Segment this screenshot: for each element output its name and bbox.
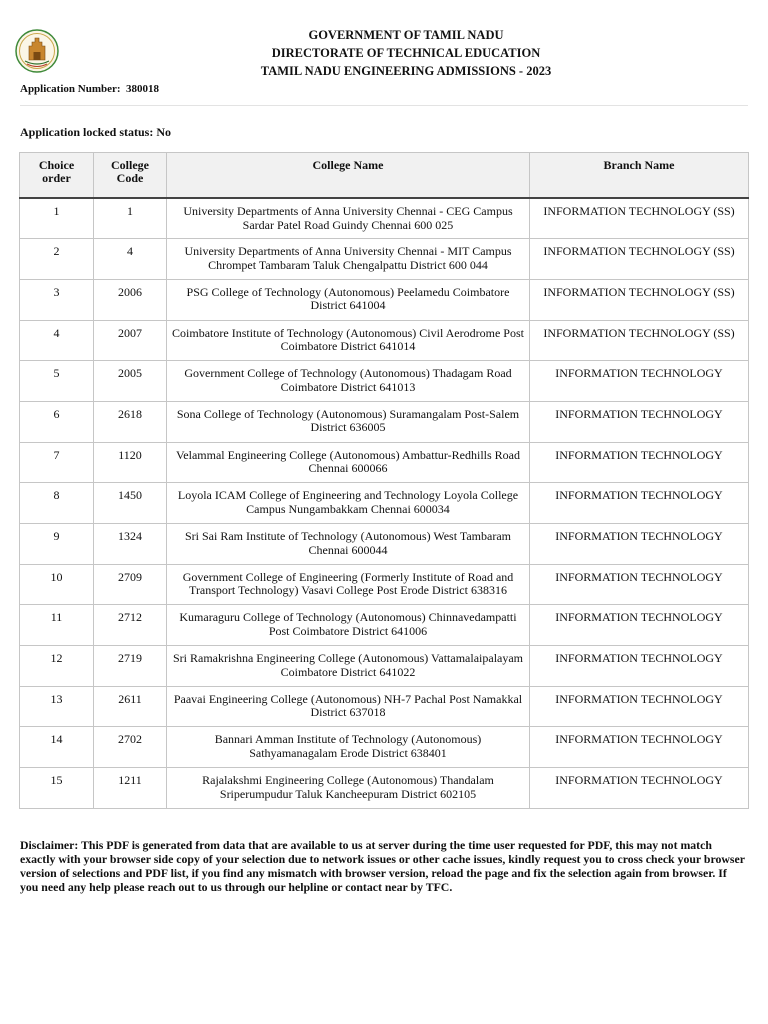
college-code-cell: 1450 — [94, 483, 167, 524]
college-name-cell: University Departments of Anna University Chennai - CEG Campus Sardar Patel Road Guindy Chennai 600 025 — [167, 198, 530, 239]
choices-table — [19, 152, 749, 809]
table-row — [20, 239, 749, 280]
choice-order-cell: 2 — [20, 239, 94, 280]
branch-name-cell: INFORMATION TECHNOLOGY — [530, 646, 749, 687]
branch-name-cell: INFORMATION TECHNOLOGY — [530, 401, 749, 442]
choice-order-cell: 4 — [20, 320, 94, 361]
header-line-admissions: TAMIL NADU ENGINEERING ADMISSIONS - 2023 — [260, 64, 552, 78]
column-header-college-code: College Code — [94, 153, 167, 199]
document-header — [0, 26, 768, 76]
choice-order-cell: 1 — [20, 198, 94, 239]
table-row — [20, 768, 749, 809]
application-number — [20, 83, 159, 95]
table-body — [20, 198, 749, 808]
choice-order-cell: 11 — [20, 605, 94, 646]
choice-order-cell: 12 — [20, 646, 94, 687]
college-code-cell: 2005 — [94, 361, 167, 402]
table-header-row — [20, 153, 749, 199]
table-row — [20, 320, 749, 361]
table-row — [20, 401, 749, 442]
locked-status-value: No — [156, 125, 172, 139]
choice-order-cell: 15 — [20, 768, 94, 809]
college-name-cell: Sri Sai Ram Institute of Technology (Autonomous) West Tambaram Chennai 600044 — [167, 524, 530, 565]
college-name-cell: Paavai Engineering College (Autonomous) NH-7 Pachal Post Namakkal District 637018 — [167, 686, 530, 727]
application-number-value: 380018 — [126, 83, 160, 95]
college-name-cell: Government College of Engineering (Formerly Institute of Road and Transport Technology) Vasavi College Post Erode District 638316 — [167, 564, 530, 605]
choice-order-cell: 8 — [20, 483, 94, 524]
header-line-directorate: DIRECTORATE OF TECHNICAL EDUCATION — [271, 46, 541, 60]
choice-order-cell: 5 — [20, 361, 94, 402]
branch-name-cell: INFORMATION TECHNOLOGY — [530, 442, 749, 483]
college-name-cell: Rajalakshmi Engineering College (Autonomous) Thandalam Sriperumpudur Taluk Kancheepuram District 602105 — [167, 768, 530, 809]
college-code-cell: 2611 — [94, 686, 167, 727]
college-code-cell: 2007 — [94, 320, 167, 361]
college-name-cell: Velammal Engineering College (Autonomous) Ambattur-Redhills Road Chennai 600066 — [167, 442, 530, 483]
college-code-cell: 2618 — [94, 401, 167, 442]
college-name-cell: Sri Ramakrishna Engineering College (Autonomous) Vattamalaipalayam Coimbatore District 641022 — [167, 646, 530, 687]
branch-name-cell: INFORMATION TECHNOLOGY (SS) — [530, 279, 749, 320]
table-row — [20, 686, 749, 727]
branch-name-cell: INFORMATION TECHNOLOGY — [530, 605, 749, 646]
college-name-cell: Government College of Technology (Autonomous) Thadagam Road Coimbatore District 641013 — [167, 361, 530, 402]
table-row — [20, 483, 749, 524]
choice-order-cell: 7 — [20, 442, 94, 483]
table-row — [20, 198, 749, 239]
column-header-choice-order: Choice order — [20, 153, 94, 199]
header-line-government: GOVERNMENT OF TAMIL NADU — [308, 28, 504, 42]
choice-order-cell: 9 — [20, 524, 94, 565]
branch-name-cell: INFORMATION TECHNOLOGY — [530, 727, 749, 768]
college-name-cell: Coimbatore Institute of Technology (Autonomous) Civil Aerodrome Post Coimbatore District 641014 — [167, 320, 530, 361]
table-row — [20, 279, 749, 320]
choice-order-cell: 14 — [20, 727, 94, 768]
application-locked-status — [20, 125, 171, 140]
college-code-cell: 2709 — [94, 564, 167, 605]
branch-name-cell: INFORMATION TECHNOLOGY — [530, 564, 749, 605]
table-row — [20, 646, 749, 687]
college-code-cell: 4 — [94, 239, 167, 280]
college-code-cell: 2702 — [94, 727, 167, 768]
college-code-cell: 1 — [94, 198, 167, 239]
locked-status-label: Application locked status: — [20, 125, 154, 139]
branch-name-cell: INFORMATION TECHNOLOGY — [530, 524, 749, 565]
college-name-cell: Kumaraguru College of Technology (Autonomous) Chinnavedampatti Post Coimbatore District 641006 — [167, 605, 530, 646]
college-name-cell: University Departments of Anna University Chennai - MIT Campus Chrompet Tambaram Taluk Chengalpattu District 600 044 — [167, 239, 530, 280]
header-divider — [20, 105, 748, 106]
branch-name-cell: INFORMATION TECHNOLOGY — [530, 686, 749, 727]
college-code-cell: 2719 — [94, 646, 167, 687]
branch-name-cell: INFORMATION TECHNOLOGY (SS) — [530, 320, 749, 361]
table-row — [20, 564, 749, 605]
branch-name-cell: INFORMATION TECHNOLOGY — [530, 768, 749, 809]
table-row — [20, 442, 749, 483]
college-code-cell: 1120 — [94, 442, 167, 483]
college-name-cell: PSG College of Technology (Autonomous) Peelamedu Coimbatore District 641004 — [167, 279, 530, 320]
choice-order-cell: 13 — [20, 686, 94, 727]
choice-order-cell: 3 — [20, 279, 94, 320]
choice-order-cell: 6 — [20, 401, 94, 442]
application-number-label: Application Number: — [20, 83, 121, 95]
column-header-branch-name: Branch Name — [530, 153, 749, 199]
college-name-cell: Loyola ICAM College of Engineering and Technology Loyola College Campus Nungambakkam Chennai 600034 — [167, 483, 530, 524]
table-row — [20, 524, 749, 565]
branch-name-cell: INFORMATION TECHNOLOGY (SS) — [530, 198, 749, 239]
table-row — [20, 605, 749, 646]
branch-name-cell: INFORMATION TECHNOLOGY — [530, 361, 749, 402]
column-header-college-name: College Name — [167, 153, 530, 199]
table-row — [20, 727, 749, 768]
branch-name-cell: INFORMATION TECHNOLOGY — [530, 483, 749, 524]
college-code-cell: 2006 — [94, 279, 167, 320]
college-code-cell: 1324 — [94, 524, 167, 565]
college-code-cell: 1211 — [94, 768, 167, 809]
college-name-cell: Bannari Amman Institute of Technology (Autonomous) Sathyamanagalam Erode District 638401 — [167, 727, 530, 768]
branch-name-cell: INFORMATION TECHNOLOGY (SS) — [530, 239, 749, 280]
choice-order-cell: 10 — [20, 564, 94, 605]
table-row — [20, 361, 749, 402]
college-name-cell: Sona College of Technology (Autonomous) Suramangalam Post-Salem District 636005 — [167, 401, 530, 442]
college-code-cell: 2712 — [94, 605, 167, 646]
disclaimer-text: Disclaimer: This PDF is generated from data that are available to us at server during the time user requested for PDF, this may not match exactly with your browser side copy of your selection due to network issues or other cache issues, kindly request you to cross check your browser version of selections and PDF list, if you find any mismatch with browser version, reload the page and fix the selection again from browser. If you need any help please reach out to us through our helpline or contact near by TFC. — [20, 838, 745, 894]
